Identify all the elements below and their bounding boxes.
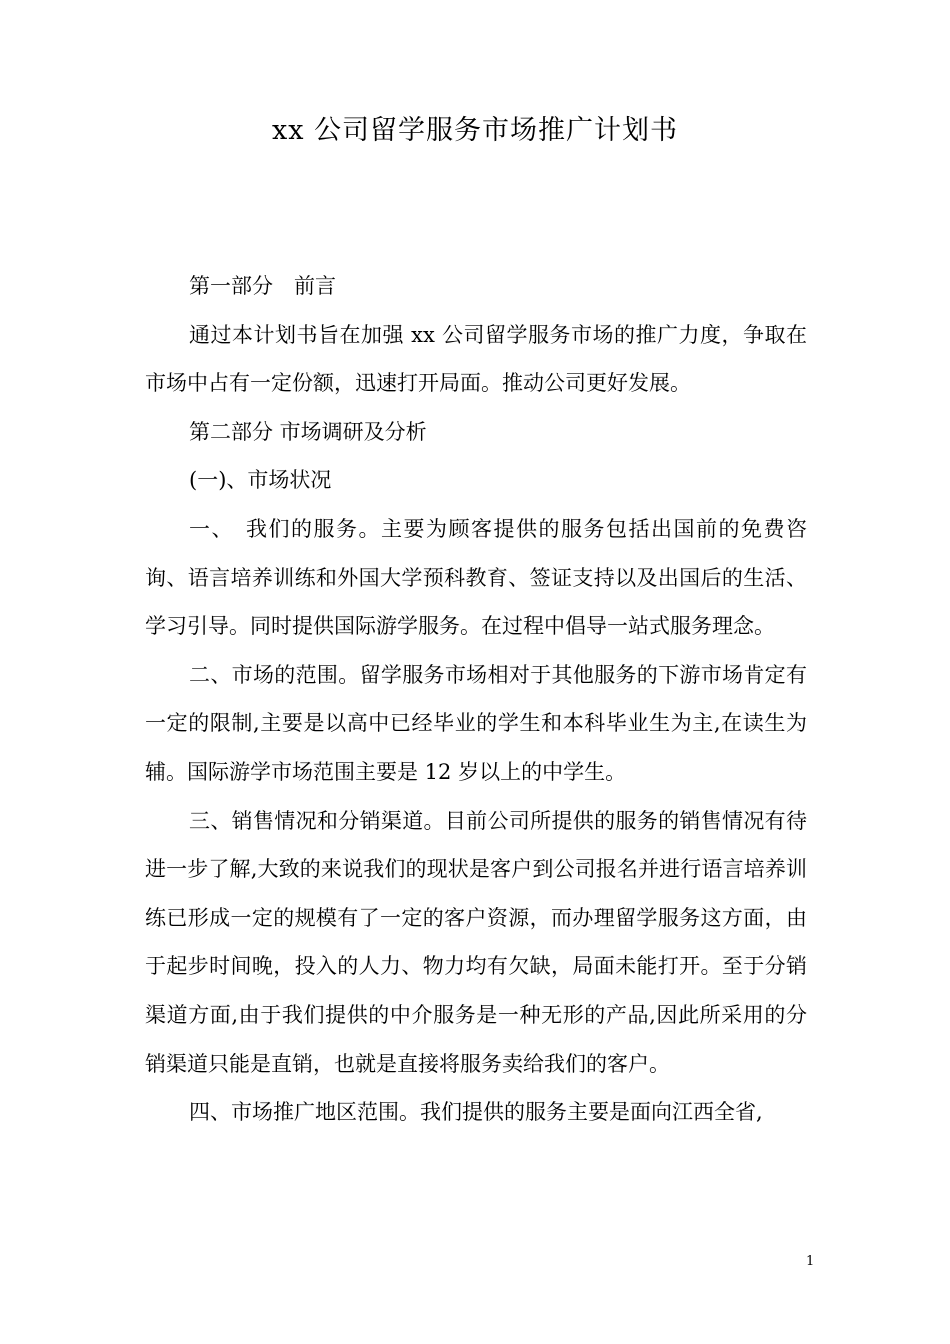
page-number: 1 (806, 1254, 815, 1269)
paragraph-promotion-region: 四、市场推广地区范围。我们提供的服务主要是面向江西全省, (189, 1100, 763, 1125)
document-title: xx 公司留学服务市场推广计划书 (271, 115, 679, 146)
paragraph-section-2-heading: 第二部分 市场调研及分析 (189, 419, 427, 444)
paragraph-our-services: 一、 我们的服务。主要为顾客提供的服务包括出国前的免费咨询、语言培养训练和外国大学预科教育、签证支持以及出国后的生活、学习引导。同时提供国际游学服务。在过程中倡导一站式服务理念。 (145, 516, 807, 639)
paragraph-subsection-heading: (一)、市场状况 (189, 468, 332, 493)
paragraph-sales-channels: 三、销售情况和分销渠道。目前公司所提供的服务的销售情况有待进一步了解,大致的来说我们的现状是客户到公司报名并进行语言培养训练已形成一定的规模有了一定的客户资源，而办理留学服务这方面，由于起步时间晚，投入的人力、物力均有欠缺，局面未能打开。至于分销渠道方面,由于我们提供的中介服务是一种无形的产品,因此所采用的分销渠道只能是直销，也就是直接将服务卖给我们的客户。 (145, 808, 807, 1076)
paragraph-market-scope: 二、市场的范围。留学服务市场相对于其他服务的下游市场肯定有一定的限制,主要是以高中已经毕业的学生和本科毕业生为主,在读生为辅。国际游学市场范围主要是 12 岁以上的中学生。 (145, 662, 807, 784)
paragraph-section-1-heading: 第一部分 前言 (189, 274, 336, 298)
paragraph-preface: 通过本计划书旨在加强 xx 公司留学服务市场的推广力度，争取在市场中占有一定份额，迅速打开局面。推动公司更好发展。 (145, 322, 807, 396)
document-body (145, 262, 807, 1137)
